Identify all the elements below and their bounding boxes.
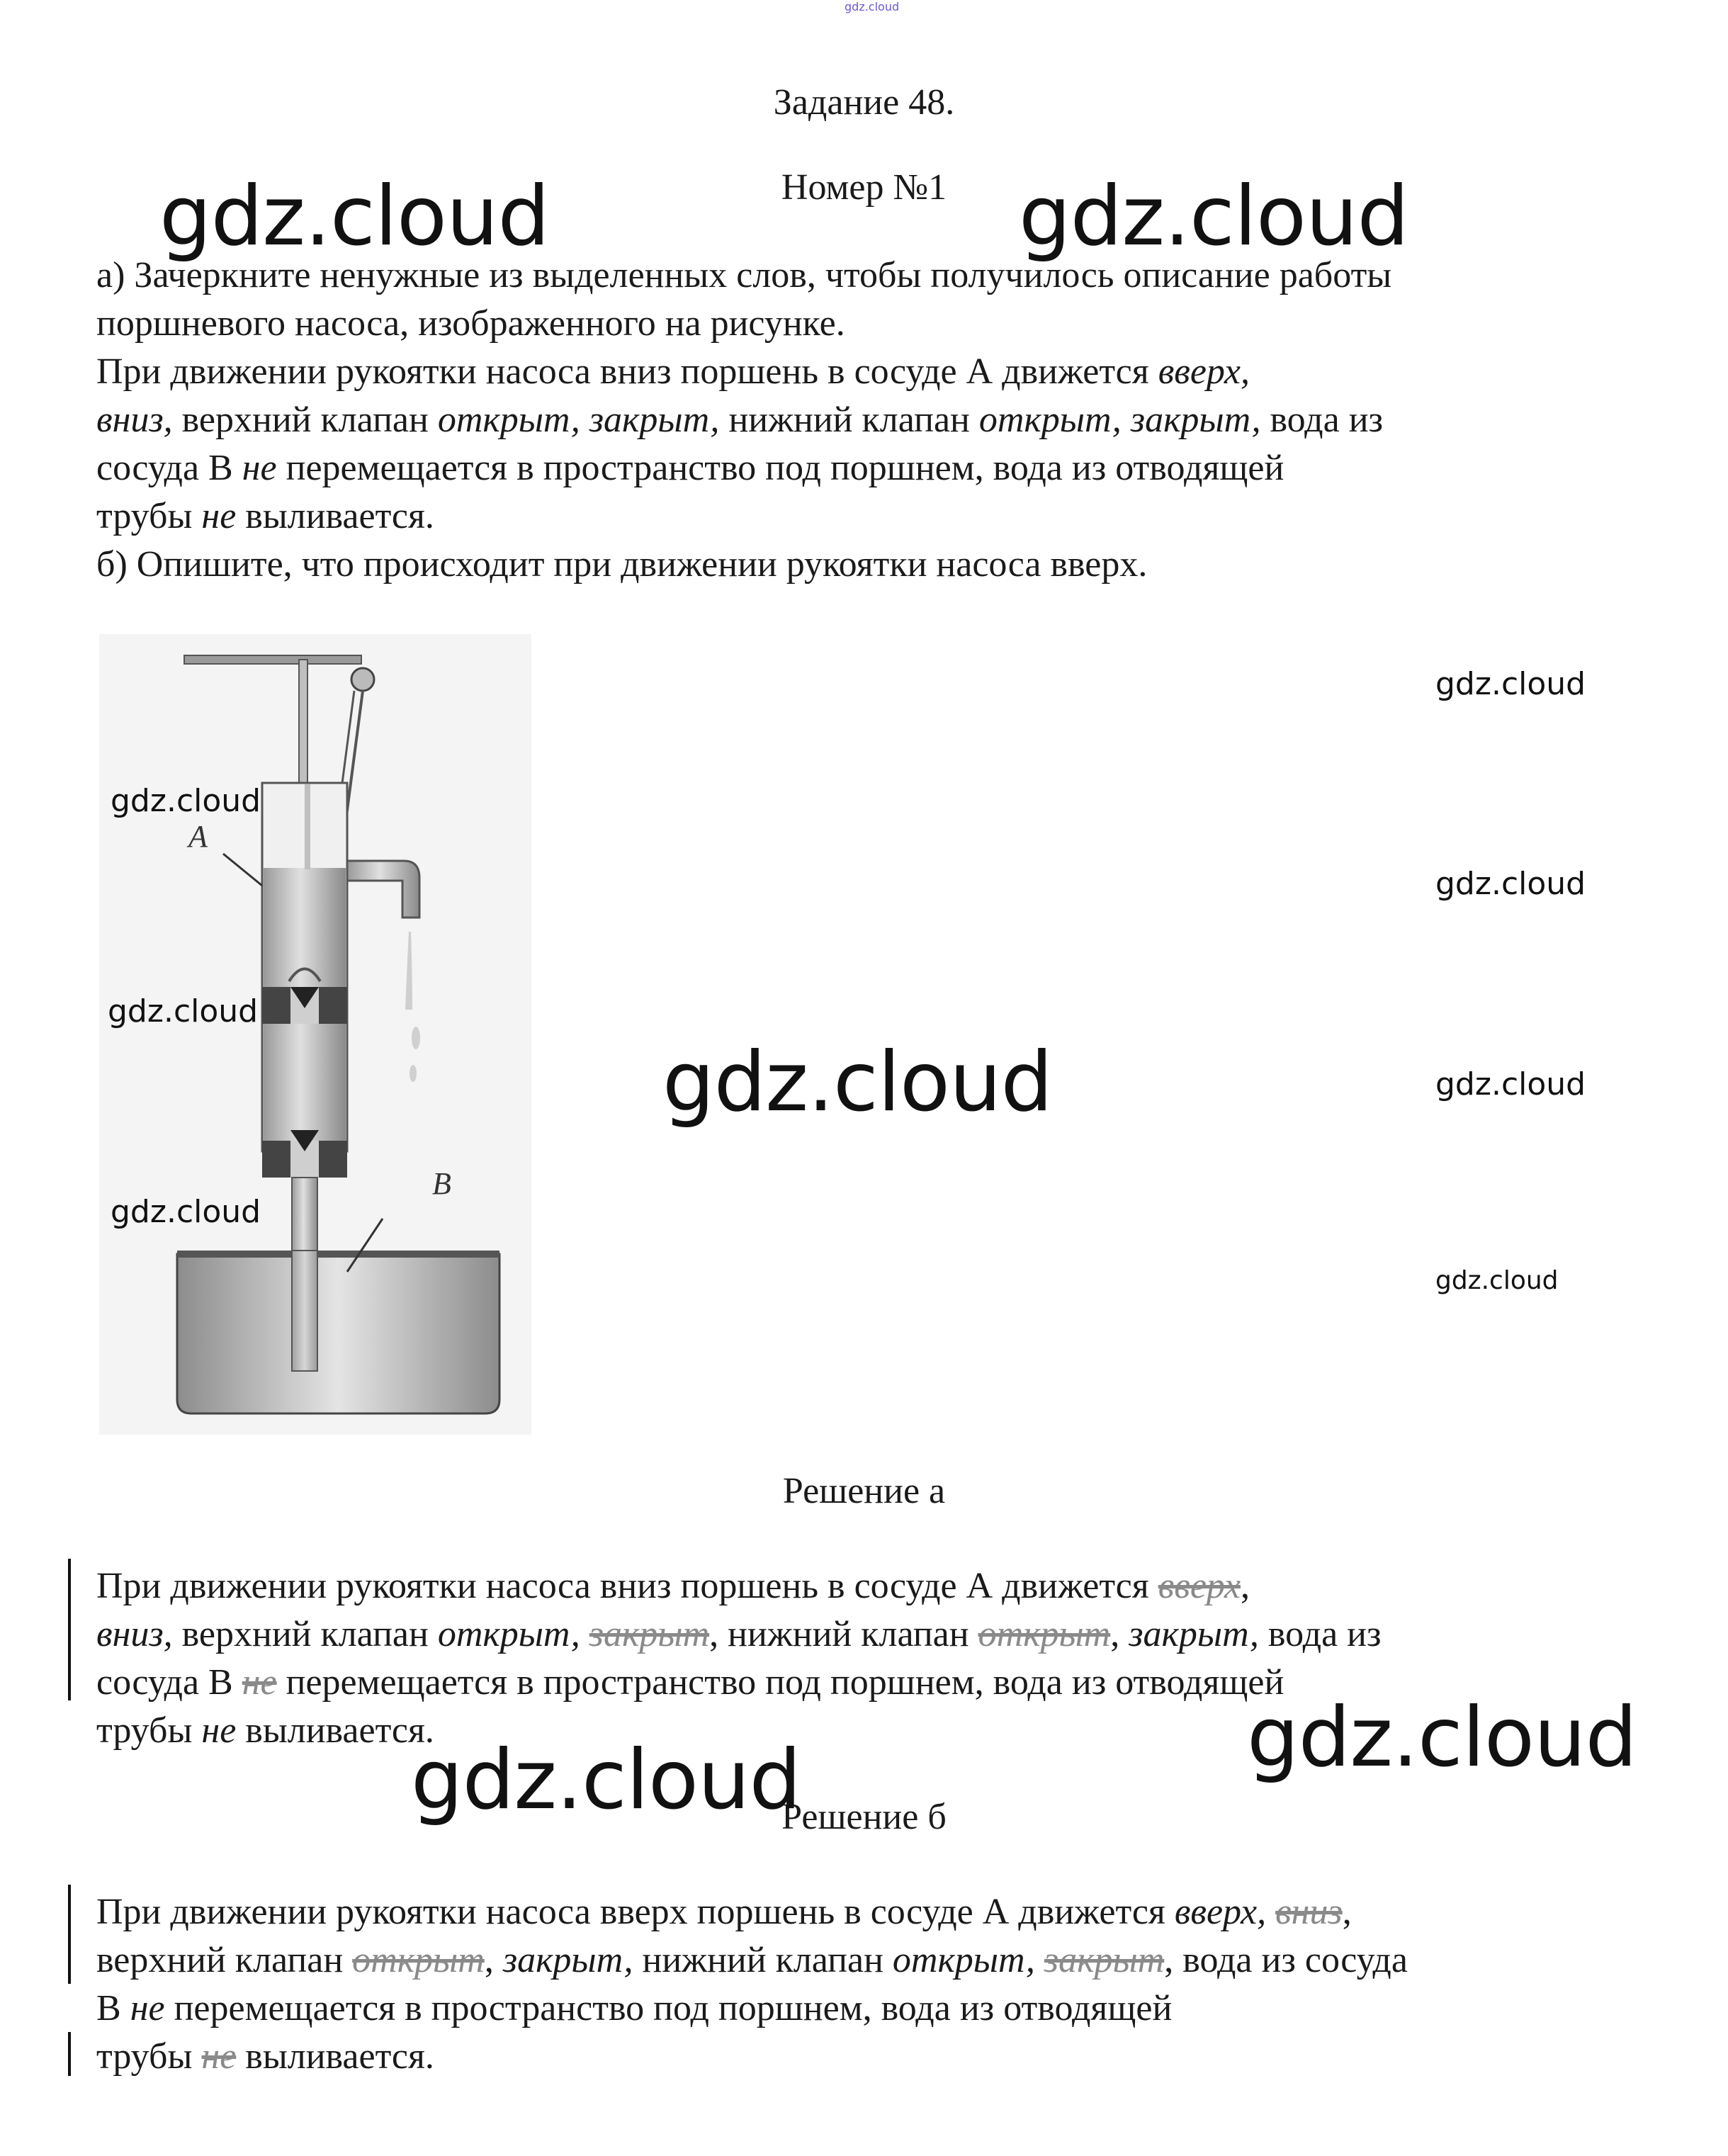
- tank-b: [177, 1254, 499, 1413]
- text-line: [96, 444, 1655, 492]
- text-line: [96, 348, 1655, 396]
- text-run: При движении рукоятки насоса вниз поршень в сосуде А движется: [96, 351, 1158, 392]
- watermark: gdz.cloud: [411, 1732, 801, 1828]
- solution-b-title: Решение б: [781, 1797, 947, 1837]
- pump-figure: [99, 634, 531, 1435]
- solution-b-text: [96, 1888, 1655, 2081]
- text-run: ,: [1342, 1892, 1352, 1932]
- text-run: При движении рукоятки насоса вниз поршень в сосуде А движется: [96, 1566, 1158, 1606]
- option-word: открыт, закрыт,: [978, 400, 1261, 440]
- watermark: gdz.cloud: [662, 1034, 1053, 1130]
- text-line: [96, 1888, 1655, 1936]
- text-run: трубы: [96, 496, 202, 536]
- struck-word: вверх: [1158, 1566, 1241, 1606]
- text-line: [96, 2033, 1655, 2081]
- text-run: вода из: [1258, 1614, 1382, 1654]
- text-run: поршневого насоса, изображенного на рисунке.: [96, 303, 845, 344]
- pump-illustration: [99, 634, 531, 1435]
- text-run: В: [96, 1988, 130, 2028]
- watermark: gdz.cloud: [1019, 169, 1409, 264]
- text-run: верхний клапан: [96, 1940, 353, 1980]
- text-run: сосуда В: [96, 1662, 242, 1703]
- text-run: [1266, 1892, 1275, 1932]
- option-word: не: [201, 496, 237, 536]
- option-word: вниз,: [96, 400, 173, 440]
- text-run: верхний клапан: [172, 1614, 438, 1654]
- text-line: [96, 541, 1655, 589]
- watermark: gdz.cloud: [159, 169, 550, 264]
- text-run: ,: [1240, 1566, 1250, 1606]
- task-text: [96, 252, 1655, 589]
- text-line: [96, 396, 1655, 444]
- solution-a-title: Решение а: [782, 1471, 946, 1511]
- task-title: Задание 48.: [773, 82, 955, 123]
- text-run: [580, 1614, 589, 1654]
- text-run: трубы: [96, 1710, 202, 1751]
- watermark: gdz.cloud: [1435, 666, 1586, 702]
- option-word: закрыт,: [1129, 1614, 1259, 1654]
- text-line: [96, 492, 1655, 541]
- text-run: трубы: [96, 2036, 202, 2077]
- watermark: gdz.cloud: [1247, 1690, 1637, 1785]
- struck-word: не: [242, 1662, 277, 1703]
- label-b: В: [432, 1166, 451, 1201]
- site-label: gdz.cloud: [845, 0, 900, 13]
- option-word: открыт,: [892, 1940, 1035, 1980]
- label-a: А: [188, 819, 208, 854]
- text-run: а) Зачеркните ненужные из выделенных слов, чтобы получилось описание работы: [96, 255, 1392, 295]
- struck-word: закрыт: [1044, 1940, 1165, 1980]
- text-run: выливается.: [236, 496, 434, 536]
- solution-b-bar-2: [68, 2032, 71, 2076]
- text-run: перемещается в пространство под поршнем, вода из отводящей: [164, 1988, 1173, 2028]
- text-line: [96, 1562, 1655, 1610]
- option-word: вверх,: [1158, 351, 1250, 392]
- text-line: [96, 300, 1655, 348]
- option-word: закрыт,: [502, 1940, 633, 1980]
- option-word: не: [242, 448, 277, 488]
- option-word: вверх,: [1174, 1892, 1267, 1932]
- spout: [347, 861, 419, 918]
- text-run: ,: [484, 1940, 503, 1980]
- handle-pivot: [351, 668, 374, 691]
- text-run: перемещается в пространство под поршнем, вода из отводящей: [276, 448, 1284, 488]
- watermark: gdz.cloud: [111, 1194, 261, 1230]
- text-run: , вода из сосуда: [1164, 1940, 1408, 1980]
- text-run: выливается.: [236, 1710, 434, 1751]
- text-run: б) Опишите, что происходит при движении рукоятки насоса вверх.: [96, 544, 1148, 585]
- text-run: выливается.: [236, 2036, 434, 2077]
- struck-word: не: [201, 2036, 237, 2077]
- text-line: [96, 1936, 1655, 1985]
- watermark: gdz.cloud: [1435, 866, 1586, 902]
- text-run: верхний клапан: [172, 400, 438, 440]
- option-word: не: [201, 1710, 237, 1751]
- option-word: не: [130, 1988, 165, 2028]
- text-line: [96, 1610, 1655, 1659]
- struck-word: закрыт: [589, 1614, 710, 1654]
- text-run: ,: [1110, 1614, 1129, 1654]
- watermark: gdz.cloud: [1435, 1066, 1586, 1102]
- number-title: Номер №1: [781, 167, 947, 208]
- text-run: перемещается в пространство под поршнем, вода из отводящей: [276, 1662, 1284, 1703]
- text-run: вода из: [1260, 400, 1384, 440]
- solution-b-bar-1: [68, 1885, 71, 1984]
- struck-word: открыт: [978, 1614, 1111, 1654]
- option-word: открыт,: [437, 1614, 580, 1654]
- text-run: сосуда В: [96, 448, 242, 488]
- struck-word: открыт: [352, 1940, 485, 1980]
- text-line: [96, 1985, 1655, 2033]
- watermark: gdz.cloud: [108, 993, 259, 1029]
- solution-a-bar: [68, 1559, 71, 1700]
- text-run: [1035, 1940, 1044, 1980]
- pump-handle: [184, 655, 361, 664]
- text-run: нижний клапан: [633, 1940, 893, 1980]
- option-word: открыт, закрыт,: [437, 400, 720, 440]
- text-run: При движении рукоятки насоса вверх поршень в сосуде А движется: [96, 1892, 1175, 1932]
- text-run: нижний клапан: [719, 400, 979, 440]
- text-run: , нижний клапан: [709, 1614, 978, 1654]
- option-word: вниз,: [96, 1614, 173, 1654]
- watermark: gdz.cloud: [111, 783, 261, 819]
- watermark: gdz.cloud: [1435, 1266, 1559, 1295]
- struck-word: вниз: [1275, 1892, 1343, 1932]
